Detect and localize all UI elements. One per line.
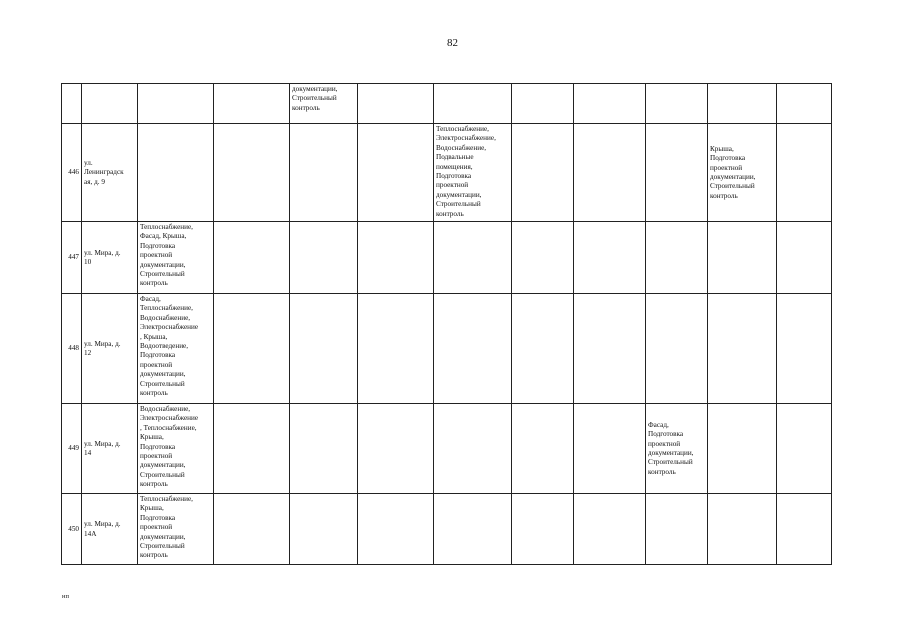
work-types-cell	[512, 222, 574, 294]
work-types-cell	[290, 222, 358, 294]
work-types-cell: документации, Строительный контроль	[290, 84, 358, 124]
work-types-cell	[138, 124, 214, 222]
work-types-cell	[708, 404, 777, 494]
work-types-cell: Фасад, Подготовка проектной документации, Строительный контроль	[646, 404, 708, 494]
work-types-cell	[358, 494, 434, 565]
work-types-cell	[214, 294, 290, 404]
footer-mark: нп	[62, 593, 69, 600]
work-types-cell	[512, 84, 574, 124]
work-types-cell	[708, 222, 777, 294]
table-row	[62, 404, 832, 494]
work-types-cell	[708, 84, 777, 124]
work-types-cell	[512, 404, 574, 494]
row-number-cell	[62, 84, 82, 124]
work-types-cell	[214, 494, 290, 565]
work-types-cell: Теплоснабжение, Фасад, Крыша, Подготовка проектной документации, Строительный контроль	[138, 222, 214, 294]
work-types-cell	[574, 84, 646, 124]
work-types-cell	[434, 494, 512, 565]
work-types-cell: Крыша, Подготовка проектной документации, Строительный контроль	[708, 124, 777, 222]
address-cell: ул. Мира, д. 14А	[82, 494, 138, 565]
table-row	[62, 222, 832, 294]
work-types-cell	[708, 294, 777, 404]
work-types-cell: Теплоснабжение, Крыша, Подготовка проектной документации, Строительный контроль	[138, 494, 214, 565]
work-types-cell	[646, 124, 708, 222]
row-number-cell: 449	[62, 404, 82, 494]
work-types-cell	[646, 294, 708, 404]
work-types-cell	[512, 494, 574, 565]
work-types-cell: Водоснабжение, Электроснабжение , Теплоснабжение, Крыша, Подготовка проектной документации, Строительный контроль	[138, 404, 214, 494]
work-types-cell	[138, 84, 214, 124]
work-types-cell	[434, 404, 512, 494]
work-types-cell	[646, 222, 708, 294]
work-types-cell	[574, 294, 646, 404]
work-types-cell	[358, 222, 434, 294]
work-types-cell	[777, 294, 832, 404]
table-row	[62, 494, 832, 565]
work-types-cell	[358, 124, 434, 222]
row-number-cell: 450	[62, 494, 82, 565]
table-row	[62, 124, 832, 222]
work-types-cell	[777, 124, 832, 222]
work-types-cell	[512, 124, 574, 222]
work-types-cell	[646, 84, 708, 124]
work-types-cell: Теплоснабжение, Электроснабжение, Водоснабжение, Подвальные помещения, Подготовка проектной документации, Строительный контроль	[434, 124, 512, 222]
work-types-cell	[574, 124, 646, 222]
work-types-cell	[434, 84, 512, 124]
work-schedule-table	[61, 83, 832, 565]
work-types-cell	[512, 294, 574, 404]
work-types-cell	[290, 404, 358, 494]
work-types-cell	[434, 222, 512, 294]
work-types-cell	[777, 222, 832, 294]
work-types-cell	[708, 494, 777, 565]
work-types-cell	[214, 222, 290, 294]
address-cell: ул. Мира, д. 12	[82, 294, 138, 404]
work-types-cell	[358, 404, 434, 494]
address-cell: ул. Мира, д. 10	[82, 222, 138, 294]
page-number: 82	[447, 37, 458, 49]
work-types-cell	[214, 84, 290, 124]
work-types-cell	[574, 404, 646, 494]
address-cell: ул. Ленинградск ая, д. 9	[82, 124, 138, 222]
work-types-cell	[574, 222, 646, 294]
work-types-cell	[646, 494, 708, 565]
work-types-cell	[434, 294, 512, 404]
work-types-cell	[358, 84, 434, 124]
work-types-cell	[290, 494, 358, 565]
address-cell: ул. Мира, д. 14	[82, 404, 138, 494]
table-row	[62, 84, 832, 124]
work-types-cell	[290, 294, 358, 404]
work-types-cell	[214, 124, 290, 222]
row-number-cell: 447	[62, 222, 82, 294]
address-cell	[82, 84, 138, 124]
work-types-cell	[358, 294, 434, 404]
work-types-cell	[777, 404, 832, 494]
work-types-cell	[777, 84, 832, 124]
row-number-cell: 448	[62, 294, 82, 404]
work-types-cell: Фасад, Теплоснабжение, Водоснабжение, Электроснабжение , Крыша, Водоотведение, Подготовка проектной документации, Строительный контроль	[138, 294, 214, 404]
row-number-cell: 446	[62, 124, 82, 222]
table-row	[62, 294, 832, 404]
work-types-cell	[777, 494, 832, 565]
work-types-cell	[290, 124, 358, 222]
work-types-cell	[214, 404, 290, 494]
work-types-cell	[574, 494, 646, 565]
